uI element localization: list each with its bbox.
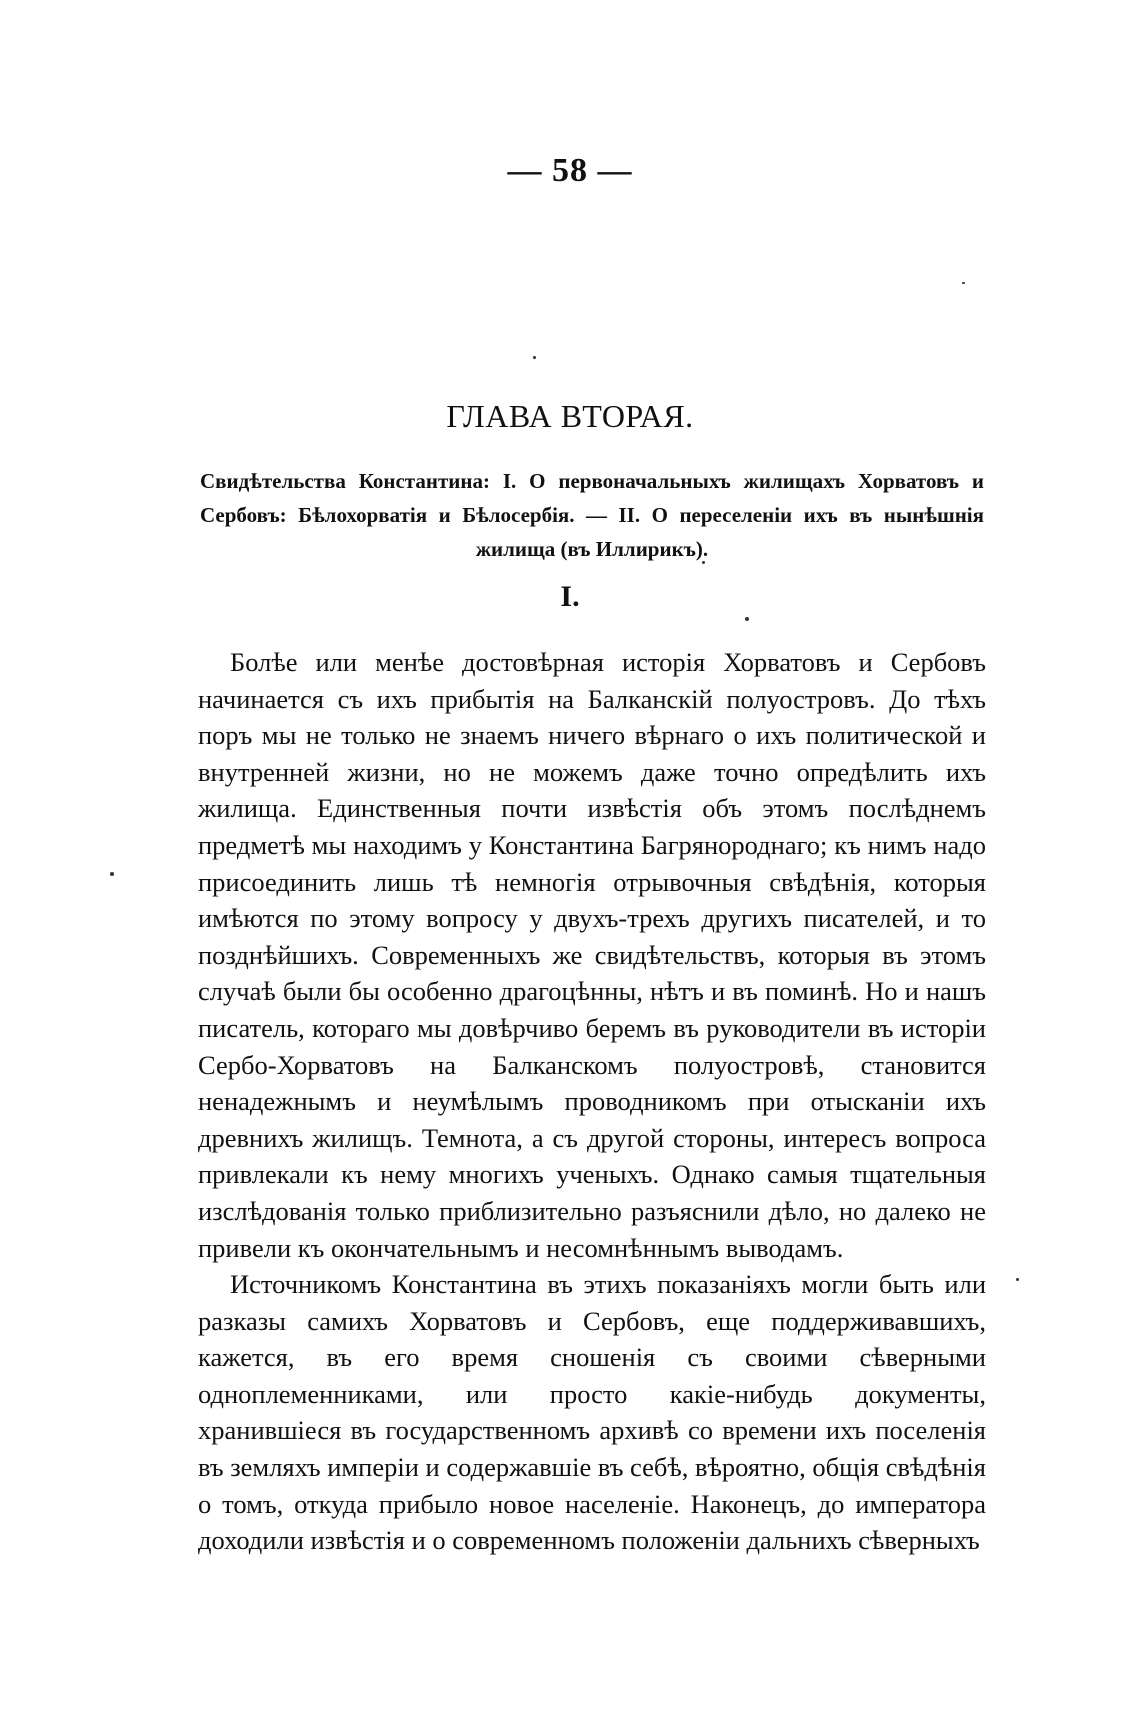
scan-speck <box>533 356 536 359</box>
chapter-summary: Свидѣтельства Константина: I. О первоначальныхъ жилищахъ Хорватовъ и Сербовъ: Бѣлохорватія и Бѣлосербія. — II. О переселеніи ихъ въ нынѣшнія жилища (въ Иллирикъ). <box>200 469 984 561</box>
scan-speck <box>1016 1278 1019 1281</box>
page-number: — 58 — <box>507 152 633 189</box>
scan-speck <box>110 872 114 876</box>
scan-speck <box>702 561 705 564</box>
paragraph: Источникомъ Константина въ этихъ показаніяхъ могли быть или разказы самихъ Хорватовъ и Сербовъ, еще поддерживавшихъ, кажется, въ его время сношенія съ своими сѣверными одноплеменниками, или просто какіе-нибудь документы, хранившіеся въ государственномъ архивѣ со времени ихъ поселенія въ земляхъ имперіи и содержавшіе въ себѣ, вѣроятно, общія свѣдѣнія о томъ, откуда прибыло новое населеніе. Наконецъ, до императора доходили извѣстія и о современномъ положеніи дальнихъ сѣверныхъ <box>198 1269 986 1556</box>
scan-speck <box>745 617 749 621</box>
scan-speck <box>962 282 965 284</box>
section-number: I. <box>560 580 580 613</box>
body-text <box>198 644 986 1559</box>
paragraph: Болѣе или менѣе достовѣрная исторія Хорватовъ и Сербовъ начинается съ ихъ прибытія на Балканскій полуостровъ. До тѣхъ поръ мы не только не знаемъ ничего вѣрнаго о ихъ политической и внутренней жизни, но не можемъ даже точно опредѣлить ихъ жилища. Единственныя почти извѣстія объ этомъ послѣднемъ предметѣ мы находимъ у Константина Багрянороднаго; къ нимъ надо присоединить лишь тѣ немногія отрывочныя свѣдѣнія, которыя имѣются по этому вопросу у двухъ-трехъ другихъ писателей, и то позднѣйшихъ. Современныхъ же свидѣтельствъ, которыя въ этомъ случаѣ были бы особенно драгоцѣнны, нѣтъ и въ поминѣ. Но и нашъ писатель, котораго мы довѣрчиво беремъ въ руководители въ исторіи Сербо-Хорватовъ на Балканскомъ полуостровѣ, становится ненадежнымъ и неумѣлымъ проводникомъ при отысканіи ихъ древнихъ жилищъ. Темнота, а съ другой стороны, интересъ вопроса привлекали къ нему многихъ ученыхъ. Однако самыя тщательныя изслѣдованія только приблизительно разъяснили дѣло, но далеко не привели къ окончательнымъ и несомнѣннымъ выводамъ. <box>198 647 986 1263</box>
chapter-title: ГЛАВА ВТОРАЯ. <box>446 398 694 434</box>
